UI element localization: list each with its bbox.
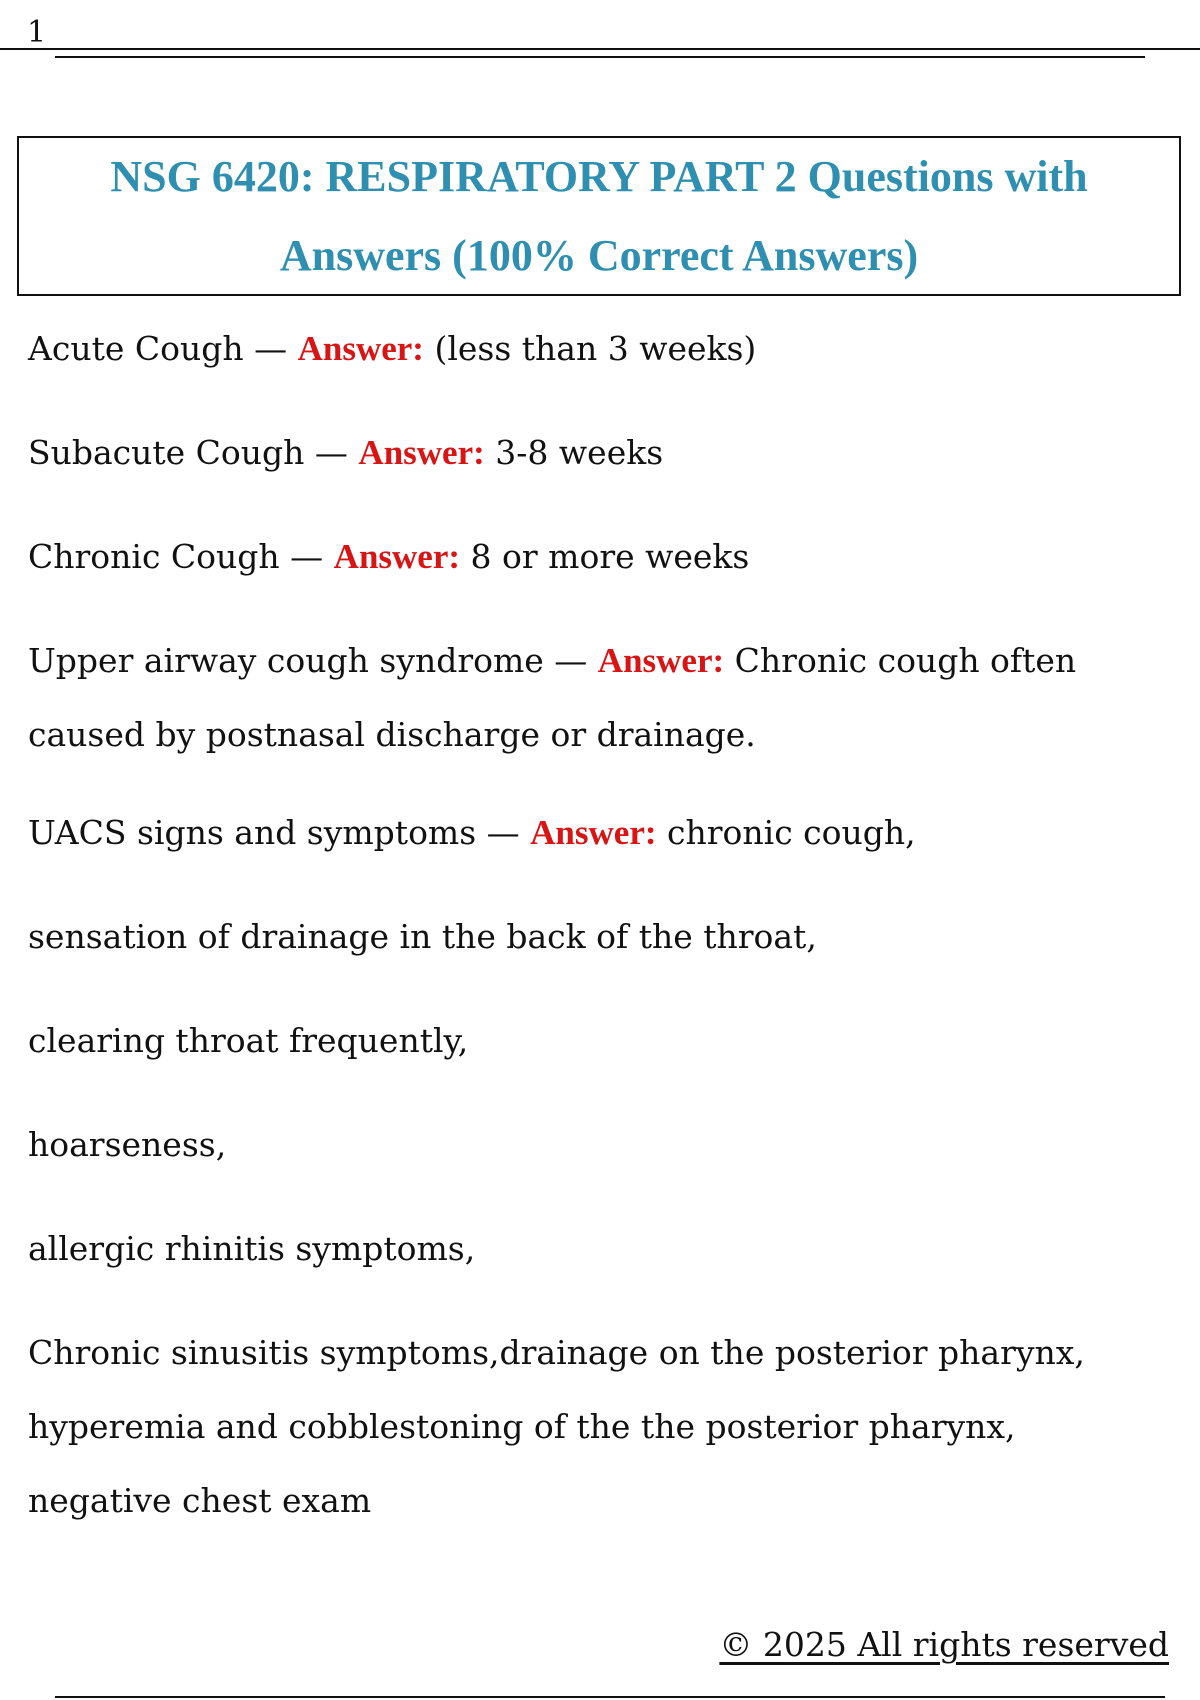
page-title	[90, 137, 1107, 295]
continuation-paragraph: Chronic sinusitis symptoms,drainage on the posterior pharynx, hyperemia and cobblestoning of the the posterior pharynx, negative chest exam	[28, 1333, 1085, 1520]
answer-label: Answer:	[530, 813, 657, 852]
question-term: Subacute Cough	[28, 433, 305, 472]
question-term: Acute Cough	[28, 329, 244, 368]
qa-item-acute-cough	[28, 312, 1168, 386]
qa-item-uacs-signs	[28, 796, 1168, 870]
separator: —	[279, 537, 334, 576]
qa-item-chronic-cough	[28, 520, 1168, 594]
answer-text: (less than 3 weeks)	[423, 329, 757, 368]
header-rule-outer	[0, 48, 1200, 50]
continuation-line: sensation of drainage in the back of the throat,	[28, 917, 817, 956]
separator: —	[243, 329, 298, 368]
question-term: UACS signs and symptoms	[28, 813, 477, 852]
answer-label: Answer:	[297, 329, 424, 368]
answer-text: chronic cough,	[656, 813, 916, 852]
separator: —	[476, 813, 531, 852]
title-box	[17, 136, 1181, 296]
continuation-line: clearing throat frequently,	[28, 1021, 469, 1060]
copyright-footer: © 2025 All rights reserved	[719, 1625, 1169, 1664]
qa-item-subacute-cough	[28, 416, 1168, 490]
answer-label: Answer:	[358, 433, 485, 472]
answer-label: Answer:	[333, 537, 461, 576]
qa-item-uacs	[28, 624, 1168, 772]
answer-text: 3-8 weeks	[484, 433, 664, 472]
separator: —	[543, 641, 598, 680]
separator: —	[304, 433, 359, 472]
continuation-line: allergic rhinitis symptoms,	[28, 1229, 476, 1268]
title-line-2: Answers (100% Correct Answers)	[279, 231, 919, 280]
question-term: Upper airway cough syndrome	[28, 641, 544, 680]
title-line-1: NSG 6420: RESPIRATORY PART 2 Questions with	[110, 152, 1088, 201]
question-term: Chronic Cough	[28, 537, 280, 576]
qa-content	[28, 312, 1168, 1568]
header-rule-inner	[55, 56, 1145, 58]
answer-text: 8 or more weeks	[460, 537, 750, 576]
answer-label: Answer:	[597, 641, 725, 680]
footer-rule	[55, 1696, 1165, 1698]
page-number: 1	[27, 15, 47, 50]
answer-text: Chronic cough often caused by postnasal discharge or drainage.	[28, 641, 1077, 754]
continuation-line: hoarseness,	[28, 1125, 227, 1164]
